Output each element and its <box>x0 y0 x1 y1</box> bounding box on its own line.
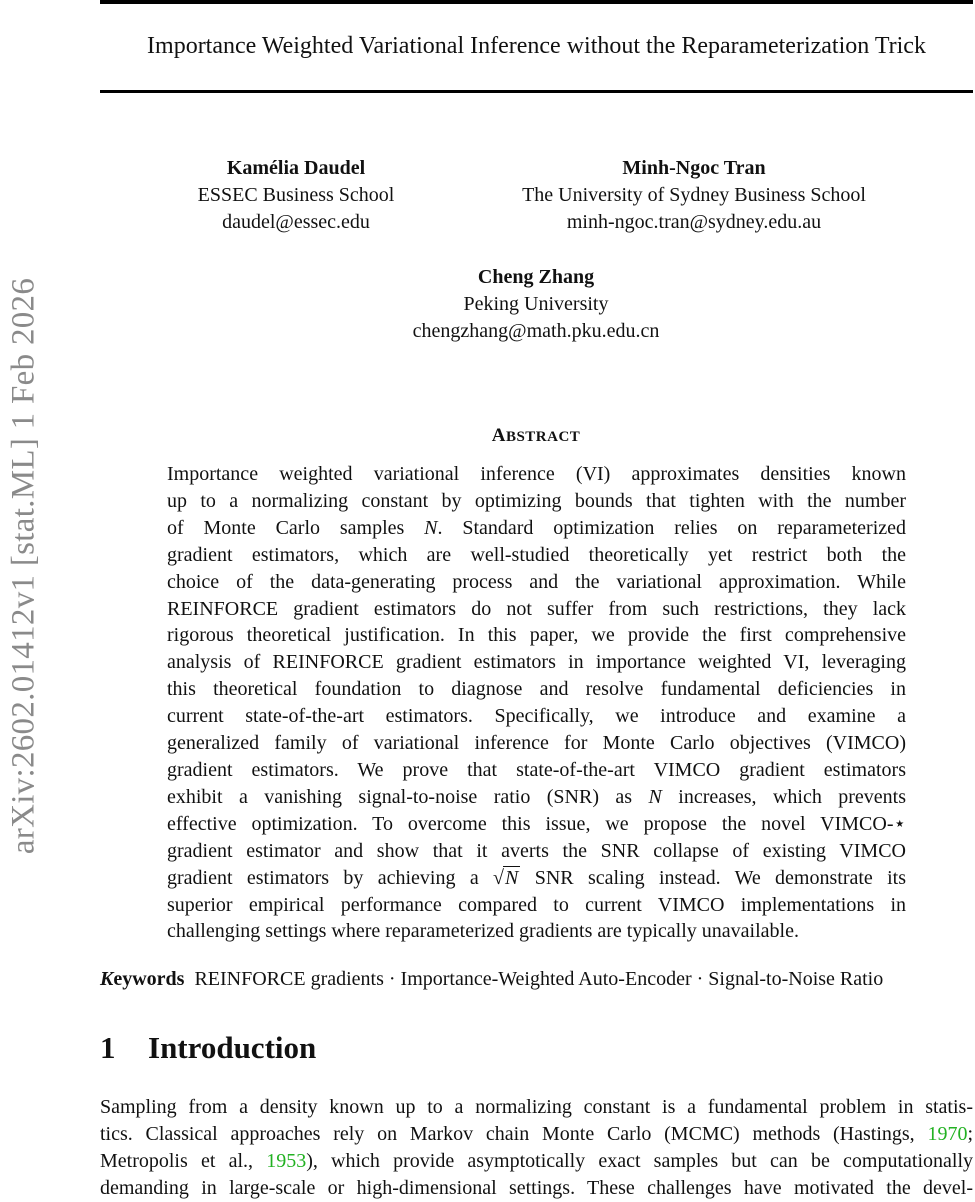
arxiv-identifier: arXiv:2602.01412v1 [stat.ML] 1 Feb 2026 <box>5 277 42 855</box>
math-sqrt-n: N <box>505 866 519 889</box>
intro-paragraph <box>100 1094 973 1202</box>
abstract-line: superior empirical performance compared to current VIMCO implementations in <box>167 893 906 916</box>
abstract-body <box>167 461 906 945</box>
keywords <box>100 968 975 991</box>
intro-line: tics. Classical approaches rely on Markov chain Monte Carlo (MCMC) methods (Hastings, 1970; <box>100 1123 973 1145</box>
abstract-line: gradient estimators by achieving a √N SNR scaling instead. We demonstrate its <box>167 866 907 889</box>
abstract-line: generalized family of variational inference for Monte Carlo objectives (VIMCO) <box>167 732 906 755</box>
section-number: 1 <box>100 1030 116 1065</box>
abstract-line: of Monte Carlo samples N. Standard optimization relies on reparameterized <box>167 516 906 539</box>
abstract-line: exhibit a vanishing signal-to-noise ratio (SNR) as N increases, which prevents <box>167 785 907 808</box>
citation-link[interactable]: 1970 <box>927 1123 968 1145</box>
citation-link[interactable]: 1953 <box>266 1150 307 1172</box>
author-block-1 <box>156 155 436 236</box>
abstract-line: gradient estimators. We prove that state-of-the-art VIMCO gradient estimators <box>167 758 906 781</box>
keywords-label: Keywords <box>100 968 185 990</box>
running-title: Importance Weighted Variational Inference without the Reparameterization Trick <box>147 33 926 59</box>
intro-line: Metropolis et al., 1953), which provide asymptotically exact samples but can be computationally <box>100 1150 974 1172</box>
author-email[interactable]: daudel@essec.edu <box>222 211 370 233</box>
sqrt-sign: √ <box>493 866 505 889</box>
intro-line: demanding in large-scale or high-dimensional settings. These challenges have motivated the devel- <box>100 1177 973 1199</box>
keywords-text: REINFORCE gradients · Importance-Weighted Auto-Encoder · Signal-to-Noise Ratio <box>194 968 884 990</box>
intro-line: Sampling from a density known up to a normalizing constant is a fundamental problem in statis- <box>100 1096 973 1118</box>
author-block-2 <box>474 155 914 236</box>
abstract-line: gradient estimator and show that it averts the SNR collapse of existing VIMCO <box>167 839 906 862</box>
math-n: N <box>648 785 662 808</box>
abstract-line: rigorous theoretical justification. In this paper, we provide the first comprehensive <box>167 624 906 647</box>
abstract-line: challenging settings where reparameterized gradients are typically unavailable. <box>167 920 799 943</box>
abstract-line: REINFORCE gradient estimators do not suffer from such restrictions, they lack <box>167 597 906 620</box>
section-heading <box>100 1030 316 1066</box>
abstract-heading: ABSTRACT <box>491 425 581 446</box>
math-n: N <box>424 516 438 539</box>
author-email[interactable]: minh-ngoc.tran@sydney.edu.au <box>566 211 822 233</box>
arxiv-sidebar <box>0 0 44 900</box>
author-block-3 <box>386 264 686 345</box>
header-rule-top <box>100 0 973 4</box>
abstract-line: analysis of REINFORCE gradient estimators in importance weighted VI, leveraging <box>167 651 906 674</box>
author-affiliation: ESSEC Business School <box>197 184 395 206</box>
abstract-line: current state-of-the-art estimators. Specifically, we introduce and examine a <box>167 705 906 728</box>
abstract-line: effective optimization. To overcome this issue, we propose the novel VIMCO-⋆ <box>167 812 906 835</box>
abstract-line: up to a normalizing constant by optimizing bounds that tighten with the number <box>167 489 906 512</box>
abstract-line: Importance weighted variational inference (VI) approximates densities known <box>167 463 906 485</box>
author-name: Minh-Ngoc Tran <box>622 157 766 179</box>
abstract-line: this theoretical foundation to diagnose and resolve fundamental deficiencies in <box>167 678 906 701</box>
author-affiliation: The University of Sydney Business School <box>522 184 866 206</box>
author-name: Kamélia Daudel <box>226 157 366 179</box>
header-rule-bottom <box>100 90 973 93</box>
author-name: Cheng Zhang <box>477 266 595 288</box>
abstract-line: gradient estimators, which are well-studied theoretically yet restrict both the <box>167 543 906 566</box>
abstract-line: choice of the data-generating process and the variational approximation. While <box>167 570 906 593</box>
section-title: Introduction <box>148 1030 317 1065</box>
author-email[interactable]: chengzhang@math.pku.edu.cn <box>412 320 660 342</box>
author-affiliation: Peking University <box>463 293 609 315</box>
